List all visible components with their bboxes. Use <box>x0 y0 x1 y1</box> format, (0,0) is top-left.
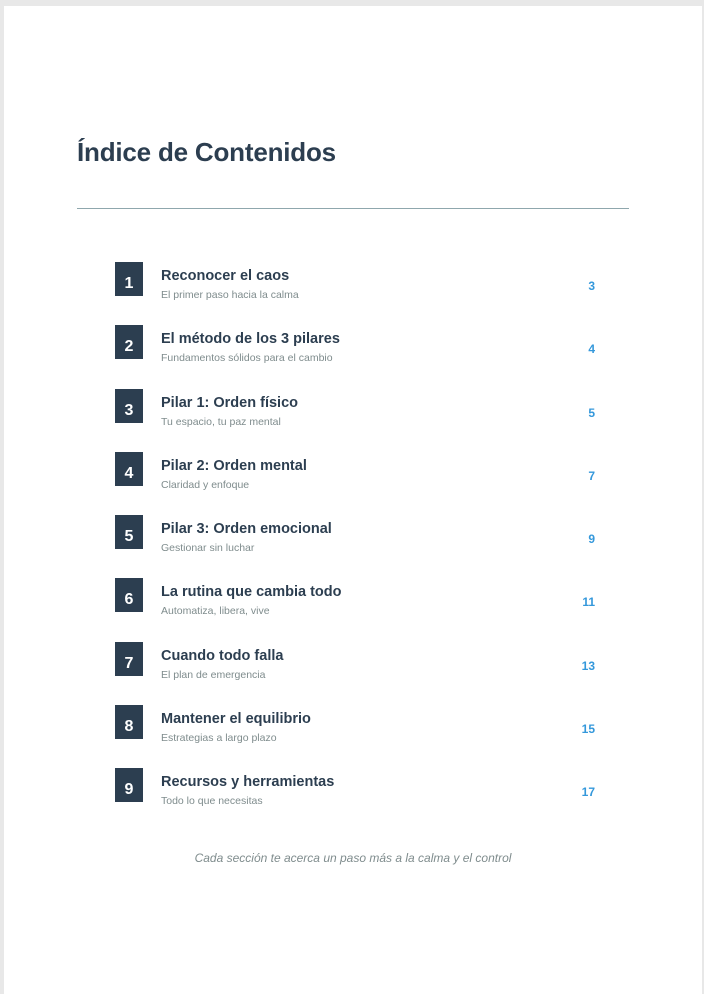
toc-item-1[interactable] <box>115 262 595 325</box>
chapter-subtitle: Estrategias a largo plazo <box>161 732 277 745</box>
title-divider <box>77 208 629 209</box>
chapter-page-number: 9 <box>588 532 595 547</box>
document-page <box>4 6 702 994</box>
chapter-number: 2 <box>124 338 134 356</box>
chapter-subtitle: Automatiza, libera, vive <box>161 605 270 618</box>
chapter-number-badge <box>115 389 143 423</box>
chapter-subtitle: Todo lo que necesitas <box>161 795 263 808</box>
chapter-number-badge <box>115 642 143 676</box>
chapter-title: Pilar 3: Orden emocional <box>161 521 332 538</box>
chapter-title: Cuando todo falla <box>161 647 284 664</box>
chapter-page-number: 13 <box>581 658 595 673</box>
chapter-title: Pilar 2: Orden mental <box>161 457 307 474</box>
toc-item-5[interactable] <box>115 515 595 578</box>
chapter-number-badge <box>115 515 143 549</box>
chapter-subtitle: El primer paso hacia la calma <box>161 289 299 301</box>
chapter-subtitle: Claridad y enfoque <box>161 478 250 491</box>
chapter-page-number: 4 <box>588 342 595 357</box>
table-of-contents <box>115 262 595 832</box>
toc-item-8[interactable] <box>115 705 595 768</box>
chapter-number-badge <box>115 325 143 359</box>
toc-item-3[interactable] <box>115 389 595 452</box>
chapter-number-badge <box>115 452 143 486</box>
chapter-page-number: 5 <box>588 405 595 420</box>
chapter-page-number: 3 <box>588 279 595 293</box>
toc-item-2[interactable] <box>115 325 595 388</box>
page-title: Índice de Contenidos <box>77 137 336 167</box>
chapter-subtitle: Tu espacio, tu paz mental <box>161 415 281 428</box>
chapter-number: 8 <box>124 718 134 736</box>
chapter-number: 1 <box>124 275 134 292</box>
chapter-title: La rutina que cambia todo <box>161 584 342 601</box>
chapter-title: El método de los 3 pilares <box>161 331 340 348</box>
toc-item-4[interactable] <box>115 452 595 515</box>
chapter-page-number: 15 <box>581 722 595 737</box>
chapter-page-number: 17 <box>581 785 595 800</box>
toc-item-9[interactable] <box>115 768 595 831</box>
toc-item-6[interactable] <box>115 578 595 641</box>
chapter-title: Recursos y herramientas <box>161 774 335 791</box>
chapter-number: 5 <box>124 528 134 546</box>
chapter-title: Reconocer el caos <box>161 268 290 284</box>
chapter-title: Mantener el equilibrio <box>161 711 311 728</box>
chapter-title: Pilar 1: Orden físico <box>161 394 298 411</box>
chapter-number-badge <box>115 705 143 739</box>
chapter-number-badge <box>115 578 143 612</box>
chapter-number-badge <box>115 262 143 296</box>
chapter-number: 6 <box>124 591 134 609</box>
chapter-number: 7 <box>124 654 134 672</box>
footer-tagline: Cada sección te acerca un paso más a la calma y el control <box>194 851 512 865</box>
chapter-number: 3 <box>124 401 134 419</box>
chapter-subtitle: Gestionar sin luchar <box>161 542 255 555</box>
chapter-number: 4 <box>124 464 134 482</box>
chapter-number: 9 <box>124 781 134 799</box>
chapter-subtitle: Fundamentos sólidos para el cambio <box>161 352 333 365</box>
chapter-page-number: 11 <box>582 595 595 610</box>
chapter-subtitle: El plan de emergencia <box>161 668 266 681</box>
chapter-number-badge <box>115 768 143 802</box>
chapter-page-number: 7 <box>588 468 595 483</box>
toc-item-7[interactable] <box>115 642 595 705</box>
